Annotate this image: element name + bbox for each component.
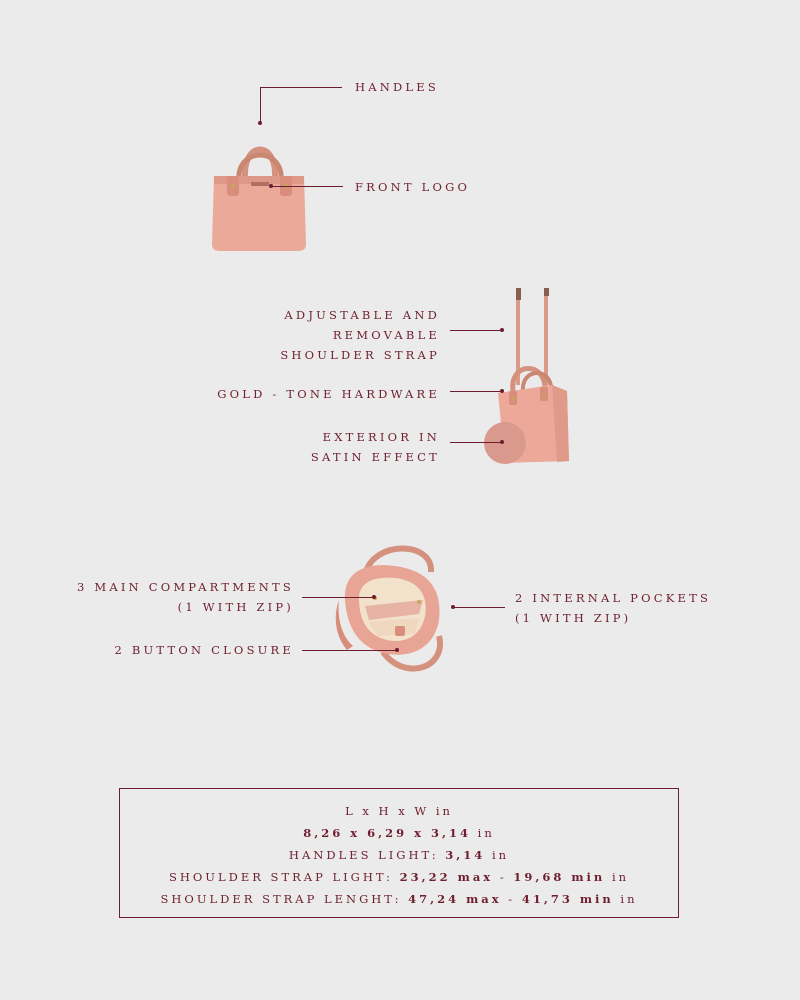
handles-spec-label: HANDLES LIGHT: xyxy=(288,848,439,862)
pockets-label-line2: (1 WITH ZIP) xyxy=(515,611,632,625)
compartments-connector xyxy=(302,597,374,598)
strap-light-spec-sep: - xyxy=(499,870,507,884)
strap-dot xyxy=(500,328,504,332)
front-logo-label: FRONT LOGO xyxy=(355,180,471,194)
front-logo-connector xyxy=(271,186,343,187)
compartments-label-line1: 3 MAIN COMPARTMENTS xyxy=(76,580,294,594)
strap-label-line2: REMOVABLE xyxy=(332,328,440,342)
handles-spec-row xyxy=(120,844,678,866)
hardware-connector xyxy=(450,391,502,392)
strap-length-spec-max: 47,24 max xyxy=(408,892,502,906)
dimensions-box xyxy=(119,788,679,918)
compartments-dot xyxy=(372,595,376,599)
strap-length-spec-label: SHOULDER STRAP LENGHT: xyxy=(160,892,402,906)
strap-length-spec-unit: in xyxy=(620,892,638,906)
strap-light-spec-min: 19,68 min xyxy=(513,870,606,884)
strap-connector xyxy=(450,330,502,331)
hardware-label: GOLD - TONE HARDWARE xyxy=(217,387,440,401)
handles-label: HANDLES xyxy=(355,80,439,94)
closure-connector xyxy=(302,650,397,651)
closure-dot xyxy=(395,648,399,652)
hardware-dot xyxy=(500,389,504,393)
strap-light-spec-row xyxy=(120,866,678,888)
bag-open-image xyxy=(335,542,450,672)
handles-connector xyxy=(260,87,261,123)
satin-swatch xyxy=(484,422,526,464)
bag-front-image xyxy=(205,140,315,255)
exterior-label-line2: SATIN EFFECT xyxy=(310,450,440,464)
strap-label-line3: SHOULDER STRAP xyxy=(280,348,440,362)
strap-light-spec-label: SHOULDER STRAP LIGHT: xyxy=(168,870,393,884)
handles-spec-value: 3,14 xyxy=(445,848,486,862)
closure-label: 2 BUTTON CLOSURE xyxy=(114,643,294,657)
strap-length-spec-sep: - xyxy=(508,892,516,906)
compartments-label-line2: (1 WITH ZIP) xyxy=(177,600,294,614)
exterior-label-line1: EXTERIOR IN xyxy=(322,430,440,444)
exterior-dot xyxy=(500,440,504,444)
dimensions-values-row xyxy=(120,822,678,844)
dimensions-unit: in xyxy=(477,826,495,840)
strap-light-spec-max: 23,22 max xyxy=(399,870,494,884)
pockets-connector xyxy=(453,607,505,608)
dimensions-values: 8,26 x 6,29 x 3,14 xyxy=(303,826,471,840)
pockets-label-line1: 2 INTERNAL POCKETS xyxy=(515,591,712,605)
strap-label-line1: ADJUSTABLE AND xyxy=(284,308,440,322)
strap-length-spec-min: 41,73 min xyxy=(521,892,614,906)
dimensions-header: L x H x W in xyxy=(345,804,453,818)
strap-light-spec-unit: in xyxy=(611,870,630,884)
handles-spec-unit: in xyxy=(491,848,510,862)
exterior-connector xyxy=(450,442,502,443)
strap-length-spec-row xyxy=(120,888,678,910)
handles-connector xyxy=(260,87,342,88)
